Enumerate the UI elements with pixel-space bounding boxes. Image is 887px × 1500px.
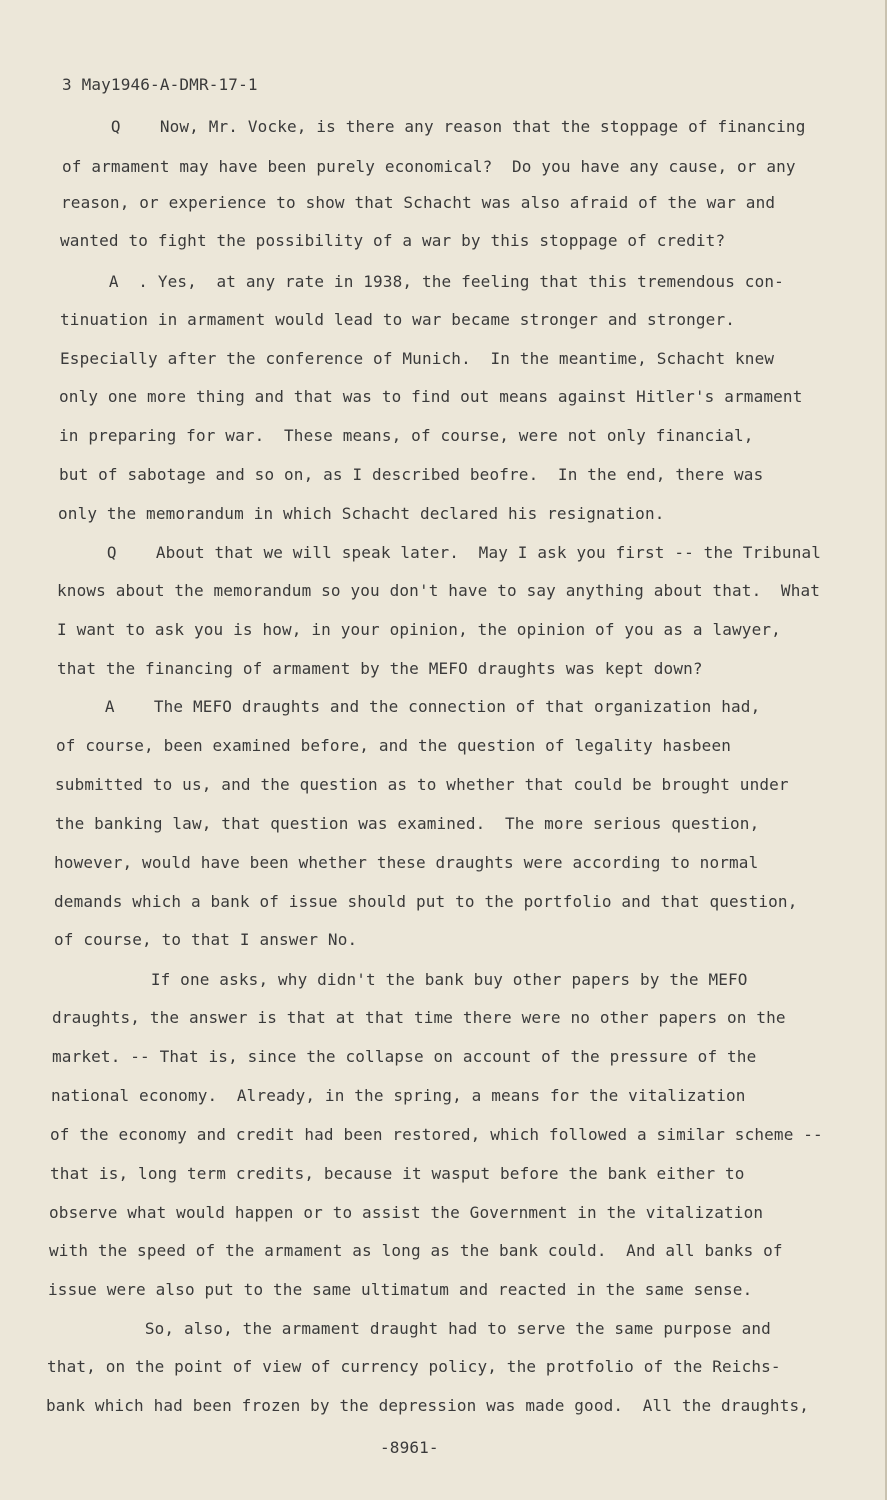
text-line-33: that, on the point of view of currency policy, the protfolio of the Reichs-: [47, 1357, 781, 1376]
text-line-19: the banking law, that question was examined. The more serious question,: [55, 814, 760, 833]
text-line-15: that the financing of armament by the MEFO draughts was kept down?: [57, 659, 703, 678]
text-line-1: Q Now, Mr. Vocke, is there any reason that the stoppage of financing: [62, 117, 806, 136]
text-line-17: of course, been examined before, and the question of legality hasbeen: [56, 736, 732, 755]
text-line-8: only one more thing and that was to find out means against Hitler's armament: [59, 387, 803, 406]
text-line-21: demands which a bank of issue should put to the portfolio and that question,: [54, 892, 798, 911]
text-line-2: of armament may have been purely economical? Do you have any cause, or any: [62, 157, 796, 176]
text-line-6: tinuation in armament would lead to war became stronger and stronger.: [60, 310, 736, 329]
text-line-10: but of sabotage and so on, as I described beofre. In the end, there was: [59, 465, 764, 484]
text-line-28: that is, long term credits, because it wasput before the bank either to: [50, 1164, 745, 1183]
text-line-20: however, would have been whether these draughts were according to normal: [54, 853, 759, 872]
text-line-23: If one asks, why didn't the bank buy other papers by the MEFO: [53, 970, 748, 989]
text-line-3: reason, or experience to show that Schacht was also afraid of the war and: [61, 193, 776, 212]
text-line-9: in preparing for war. These means, of course, were not only financial,: [59, 426, 754, 445]
text-line-34: bank which had been frozen by the depression was made good. All the draughts,: [46, 1396, 810, 1415]
text-line-30: with the speed of the armament as long as the bank could. And all banks of: [49, 1241, 783, 1260]
text-line-29: observe what would happen or to assist the Government in the vitalization: [49, 1203, 764, 1222]
page-header: 3 May1946-A-DMR-17-1: [62, 75, 258, 94]
page-number: -8961-: [380, 1438, 439, 1457]
text-line-26: national economy. Already, in the spring, a means for the vitalization: [51, 1086, 746, 1105]
text-line-32: So, also, the armament draught had to serve the same purpose and: [47, 1319, 771, 1338]
text-line-31: issue were also put to the same ultimatum and reacted in the same sense.: [48, 1280, 753, 1299]
text-line-7: Especially after the conference of Munich. In the meantime, Schacht knew: [60, 349, 775, 368]
text-line-12: Q About that we will speak later. May I ask you first -- the Tribunal: [58, 543, 822, 562]
text-line-4: wanted to fight the possibility of a war by this stoppage of credit?: [60, 231, 726, 250]
text-line-18: submitted to us, and the question as to whether that could be brought under: [55, 775, 789, 794]
text-line-22: of course, to that I answer No.: [54, 930, 358, 949]
text-line-5: A . Yes, at any rate in 1938, the feeling that this tremendous con-: [60, 272, 784, 291]
text-line-11: only the memorandum in which Schacht declared his resignation.: [58, 504, 665, 523]
text-line-27: of the economy and credit had been restored, which followed a similar scheme --: [50, 1125, 823, 1144]
text-line-25: market. -- That is, since the collapse on account of the pressure of the: [52, 1047, 757, 1066]
text-line-14: I want to ask you is how, in your opinion, the opinion of you as a lawyer,: [57, 620, 781, 639]
text-line-16: A The MEFO draughts and the connection of that organization had,: [56, 697, 761, 716]
text-line-13: knows about the memorandum so you don't have to say anything about that. What: [57, 581, 821, 600]
text-line-24: draughts, the answer is that at that time there were no other papers on the: [52, 1008, 786, 1027]
